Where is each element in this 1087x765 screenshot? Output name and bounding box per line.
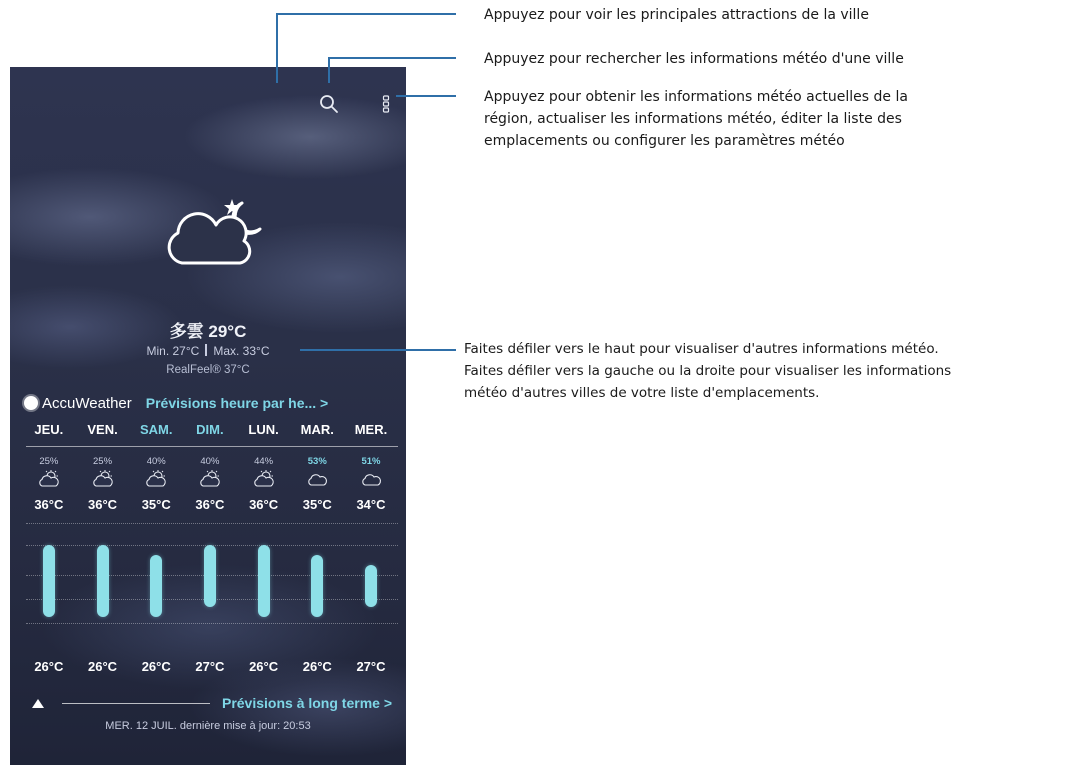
annotation-menu-3: emplacements ou configurer les paramètres météo bbox=[484, 133, 845, 149]
max-temp: Max. 33°C bbox=[213, 344, 270, 358]
temperature-range-bars bbox=[22, 527, 398, 647]
partly-cloudy-icon bbox=[129, 470, 183, 488]
temperature-bar bbox=[43, 545, 55, 617]
search-icon bbox=[319, 94, 339, 114]
low-temps-row bbox=[22, 659, 398, 674]
divider bbox=[62, 703, 210, 704]
partly-cloudy-icon bbox=[22, 470, 76, 488]
min-max-temp bbox=[10, 344, 406, 358]
current-condition-temp: 多雲 29°C bbox=[169, 322, 247, 341]
high-temp: 36°C bbox=[195, 497, 225, 512]
callout-line bbox=[276, 13, 456, 15]
precip-chance: 40% bbox=[146, 456, 166, 467]
realfeel-temp: RealFeel® 37°C bbox=[166, 364, 250, 376]
overflow-menu-button[interactable] bbox=[372, 89, 400, 119]
precip-chance: 40% bbox=[200, 456, 220, 467]
divider bbox=[26, 446, 398, 447]
low-temp: 26°C bbox=[302, 659, 332, 674]
partly-cloudy-icon bbox=[183, 470, 237, 488]
search-button[interactable] bbox=[312, 89, 346, 119]
temperature-bar bbox=[97, 545, 109, 617]
temperature-bar bbox=[150, 555, 162, 617]
forecast-day-labels bbox=[22, 422, 398, 437]
temperature-bar bbox=[258, 545, 270, 617]
high-temp: 36°C bbox=[34, 497, 64, 512]
low-temp: 26°C bbox=[88, 659, 118, 674]
expand-up-icon[interactable] bbox=[32, 699, 44, 708]
precip-chance: 51% bbox=[361, 456, 381, 467]
sun-icon bbox=[24, 396, 38, 410]
callout-line bbox=[328, 57, 330, 83]
cloud-icon bbox=[344, 470, 398, 488]
precip-chance: 53% bbox=[307, 456, 327, 467]
callout-line bbox=[300, 349, 456, 351]
provider-name: AccuWeather bbox=[42, 394, 132, 412]
day-label: MER. bbox=[354, 422, 388, 437]
precip-chance: 44% bbox=[254, 456, 274, 467]
temperature-bar bbox=[311, 555, 323, 617]
annotation-scroll-1: Faites défiler vers le haut pour visualiser d'autres informations météo. bbox=[464, 341, 939, 357]
forecast-icons-row bbox=[22, 470, 398, 488]
day-label: SAM. bbox=[139, 422, 173, 437]
low-temp: 26°C bbox=[249, 659, 279, 674]
low-temp: 27°C bbox=[195, 659, 225, 674]
weather-app-screen bbox=[10, 67, 406, 765]
precipitation-row bbox=[22, 456, 398, 467]
more-vert-icon bbox=[382, 94, 390, 114]
cloud-moon-icon bbox=[160, 195, 270, 275]
day-label: JEU. bbox=[34, 422, 64, 437]
long-term-row bbox=[32, 694, 392, 712]
hourly-forecast-link[interactable]: Prévisions heure par he... > bbox=[145, 395, 329, 411]
divider bbox=[205, 344, 207, 356]
annotation-menu-2: région, actualiser les informations météo, éditer la liste des bbox=[484, 111, 902, 127]
annotation-menu-1: Appuyez pour obtenir les informations météo actuelles de la bbox=[484, 89, 908, 105]
temperature-bar bbox=[365, 565, 377, 607]
high-temps-row bbox=[22, 497, 398, 512]
partly-cloudy-icon bbox=[237, 470, 291, 488]
grid-line bbox=[26, 523, 398, 524]
high-temp: 34°C bbox=[356, 497, 386, 512]
provider-row bbox=[24, 392, 396, 414]
callout-line bbox=[276, 13, 278, 83]
temperature-bar bbox=[204, 545, 216, 607]
accuweather-logo bbox=[24, 395, 132, 412]
high-temp: 36°C bbox=[88, 497, 118, 512]
annotation-scroll-2: Faites défiler vers la gauche ou la droite pour visualiser les informations bbox=[464, 363, 952, 379]
cloud-icon bbox=[290, 470, 344, 488]
low-temp: 26°C bbox=[34, 659, 64, 674]
day-label: MAR. bbox=[300, 422, 334, 437]
high-temp: 35°C bbox=[141, 497, 171, 512]
last-updated: MER. 12 JUIL. dernière mise à jour: 20:53 bbox=[105, 720, 311, 732]
low-temp: 26°C bbox=[141, 659, 171, 674]
annotation-scroll-3: météo d'autres villes de votre liste d'emplacements. bbox=[464, 385, 820, 401]
partly-cloudy-icon bbox=[76, 470, 130, 488]
day-label: DIM. bbox=[196, 422, 224, 437]
precip-chance: 25% bbox=[93, 456, 113, 467]
low-temp: 27°C bbox=[356, 659, 386, 674]
annotation-attractions: Appuyez pour voir les principales attractions de la ville bbox=[484, 7, 869, 23]
annotation-search: Appuyez pour rechercher les informations météo d'une ville bbox=[484, 51, 904, 67]
long-term-forecast-link[interactable]: Prévisions à long terme > bbox=[221, 695, 392, 711]
high-temp: 36°C bbox=[249, 497, 279, 512]
callout-line bbox=[328, 57, 456, 59]
day-label: LUN. bbox=[248, 422, 279, 437]
min-temp: Min. 27°C bbox=[146, 344, 200, 358]
day-label: VEN. bbox=[87, 422, 118, 437]
precip-chance: 25% bbox=[39, 456, 59, 467]
callout-line bbox=[396, 95, 456, 97]
high-temp: 35°C bbox=[302, 497, 332, 512]
